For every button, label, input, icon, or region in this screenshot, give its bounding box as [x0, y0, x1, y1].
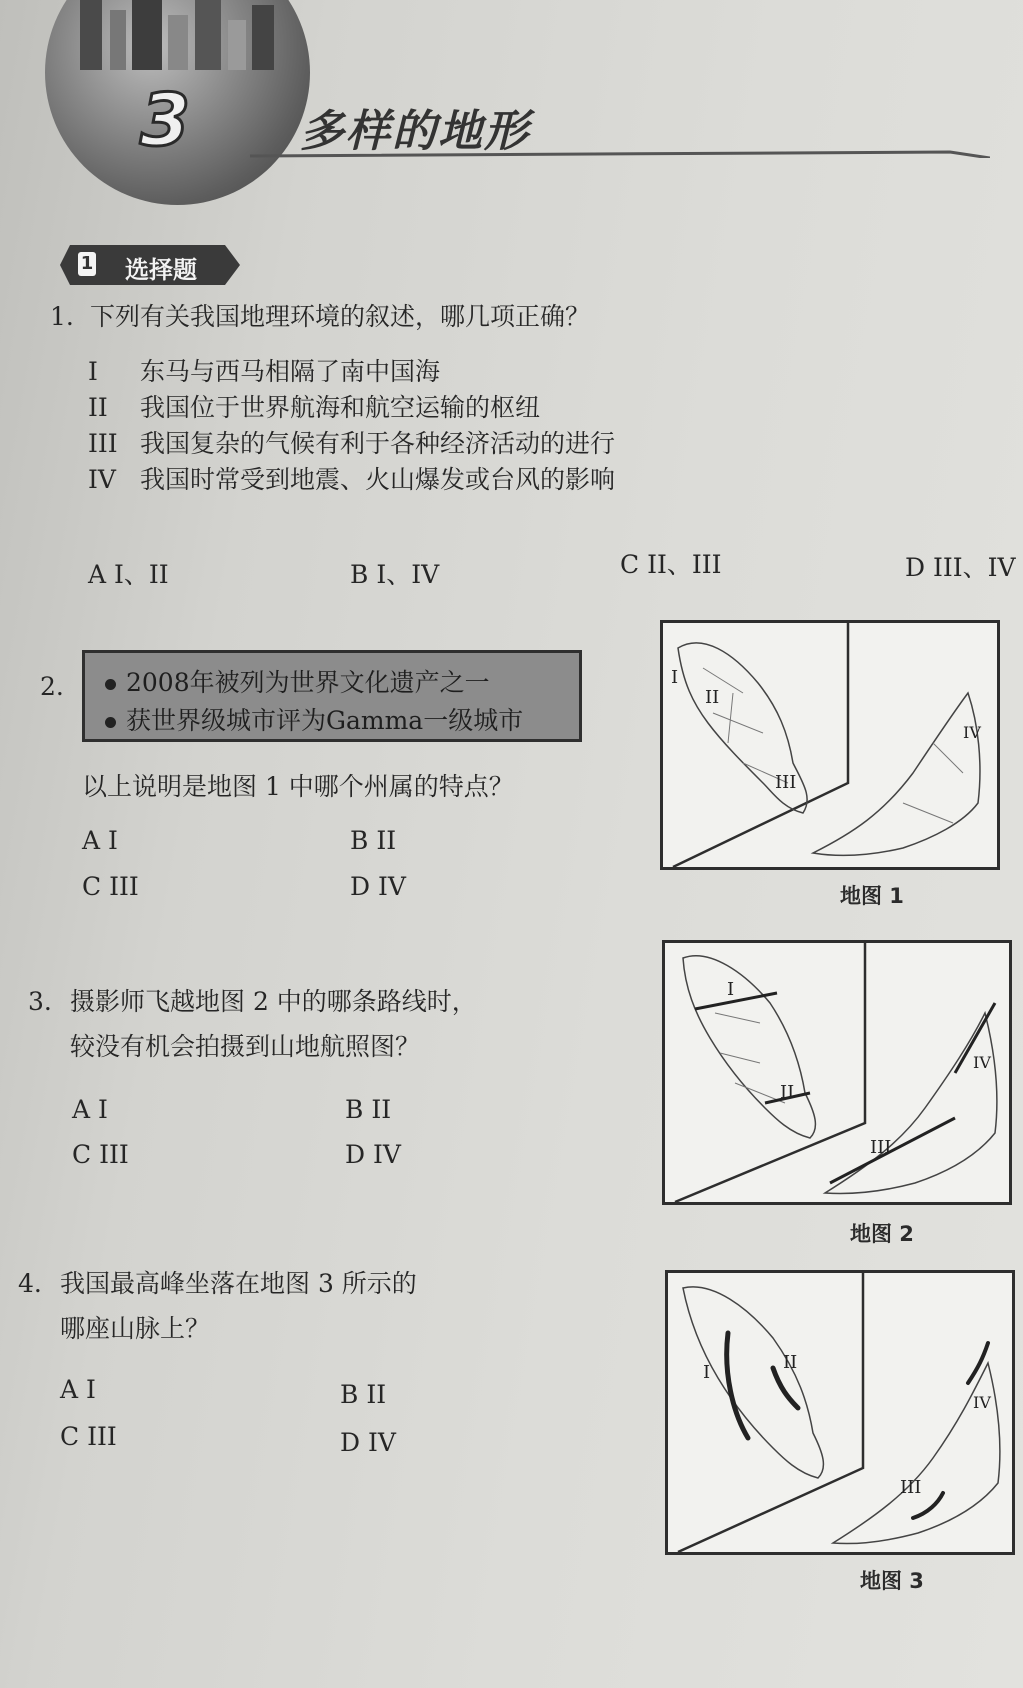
- question-3-text-line-1: 摄影师飞越地图 2 中的哪条路线时，: [70, 987, 477, 1016]
- title-underline: [250, 150, 990, 158]
- svg-text:IV: IV: [973, 1053, 991, 1072]
- q2-option-a[interactable]: A I: [82, 826, 118, 855]
- question-4-text-line-2: 哪座山脉上？: [60, 1314, 211, 1343]
- q3-option-a[interactable]: A I: [72, 1095, 108, 1124]
- svg-text:I: I: [671, 667, 679, 688]
- svg-text:IV: IV: [963, 723, 981, 742]
- q3-option-c[interactable]: C III: [72, 1140, 129, 1169]
- question-2-text: 以上说明是地图 1 中哪个州属的特点？: [82, 772, 514, 801]
- q1-statement: II 我国位于世界航海和航空运输的枢纽: [88, 393, 541, 422]
- question-3-number: 3.: [28, 987, 52, 1016]
- chapter-number: 3: [140, 78, 191, 162]
- city-skyline-graphic: [70, 0, 280, 70]
- svg-text:I: I: [727, 979, 735, 1000]
- chapter-title: 多样的地形: [300, 106, 530, 157]
- q2-option-d[interactable]: D IV: [350, 872, 406, 901]
- question-4-text-line-1: 我国最高峰坐落在地图 3 所示的: [60, 1269, 417, 1298]
- question-3-text-line-2: 较没有机会拍摄到山地航照图？: [70, 1032, 421, 1061]
- q1-option-d[interactable]: D III、IV: [905, 553, 1016, 582]
- svg-text:II: II: [780, 1082, 795, 1103]
- q4-option-d[interactable]: D IV: [340, 1428, 396, 1457]
- q2-info-box: [82, 650, 582, 742]
- map-3-drawing: [668, 1273, 1012, 1552]
- q1-option-a[interactable]: A I、II: [88, 560, 169, 589]
- q2-option-c[interactable]: C III: [82, 872, 139, 901]
- info-box-line: 2008年被列为世界文化遗产之一: [105, 663, 490, 699]
- q4-option-b[interactable]: B II: [340, 1380, 387, 1409]
- q1-option-c[interactable]: C II、III: [620, 550, 722, 579]
- q2-option-b[interactable]: B II: [350, 826, 397, 855]
- svg-text:III: III: [775, 772, 797, 793]
- question-1-number: 1.: [50, 302, 74, 331]
- svg-text:I: I: [703, 1362, 711, 1383]
- svg-text:II: II: [705, 687, 720, 708]
- q1-option-b[interactable]: B I、IV: [350, 560, 440, 589]
- svg-text:II: II: [783, 1352, 798, 1373]
- map-2: [662, 940, 1012, 1205]
- section-label: 选择题: [125, 256, 197, 284]
- question-1-text: 下列有关我国地理环境的叙述，哪几项正确？: [90, 302, 591, 331]
- info-box-line: 获世界级城市评为Gamma一级城市: [105, 701, 523, 737]
- svg-text:III: III: [870, 1137, 892, 1158]
- q3-option-b[interactable]: B II: [345, 1095, 392, 1124]
- svg-text:IV: IV: [973, 1393, 991, 1412]
- svg-text:III: III: [900, 1477, 922, 1498]
- question-4-number: 4.: [18, 1269, 42, 1298]
- map-1: [660, 620, 1000, 870]
- q1-statement: I 东马与西马相隔了南中国海: [88, 357, 441, 386]
- q3-option-d[interactable]: D IV: [345, 1140, 401, 1169]
- map-1-drawing: [663, 623, 997, 867]
- bullet-icon: [105, 679, 116, 690]
- bullet-icon: [105, 717, 116, 728]
- map-3: [665, 1270, 1015, 1555]
- q1-statement: IV 我国时常受到地震、火山爆发或台风的影响: [88, 465, 616, 494]
- q4-option-c[interactable]: C III: [60, 1422, 117, 1451]
- map-2-drawing: [665, 943, 1009, 1202]
- map-2-caption: 地图 2: [850, 1222, 914, 1246]
- section-number-badge: 1: [78, 252, 96, 276]
- q1-statement: III 我国复杂的气候有利于各种经济活动的进行: [88, 429, 616, 458]
- q4-option-a[interactable]: A I: [60, 1375, 96, 1404]
- map-3-caption: 地图 3: [860, 1569, 924, 1593]
- map-1-caption: 地图 1: [840, 884, 904, 908]
- question-2-number: 2.: [40, 672, 64, 701]
